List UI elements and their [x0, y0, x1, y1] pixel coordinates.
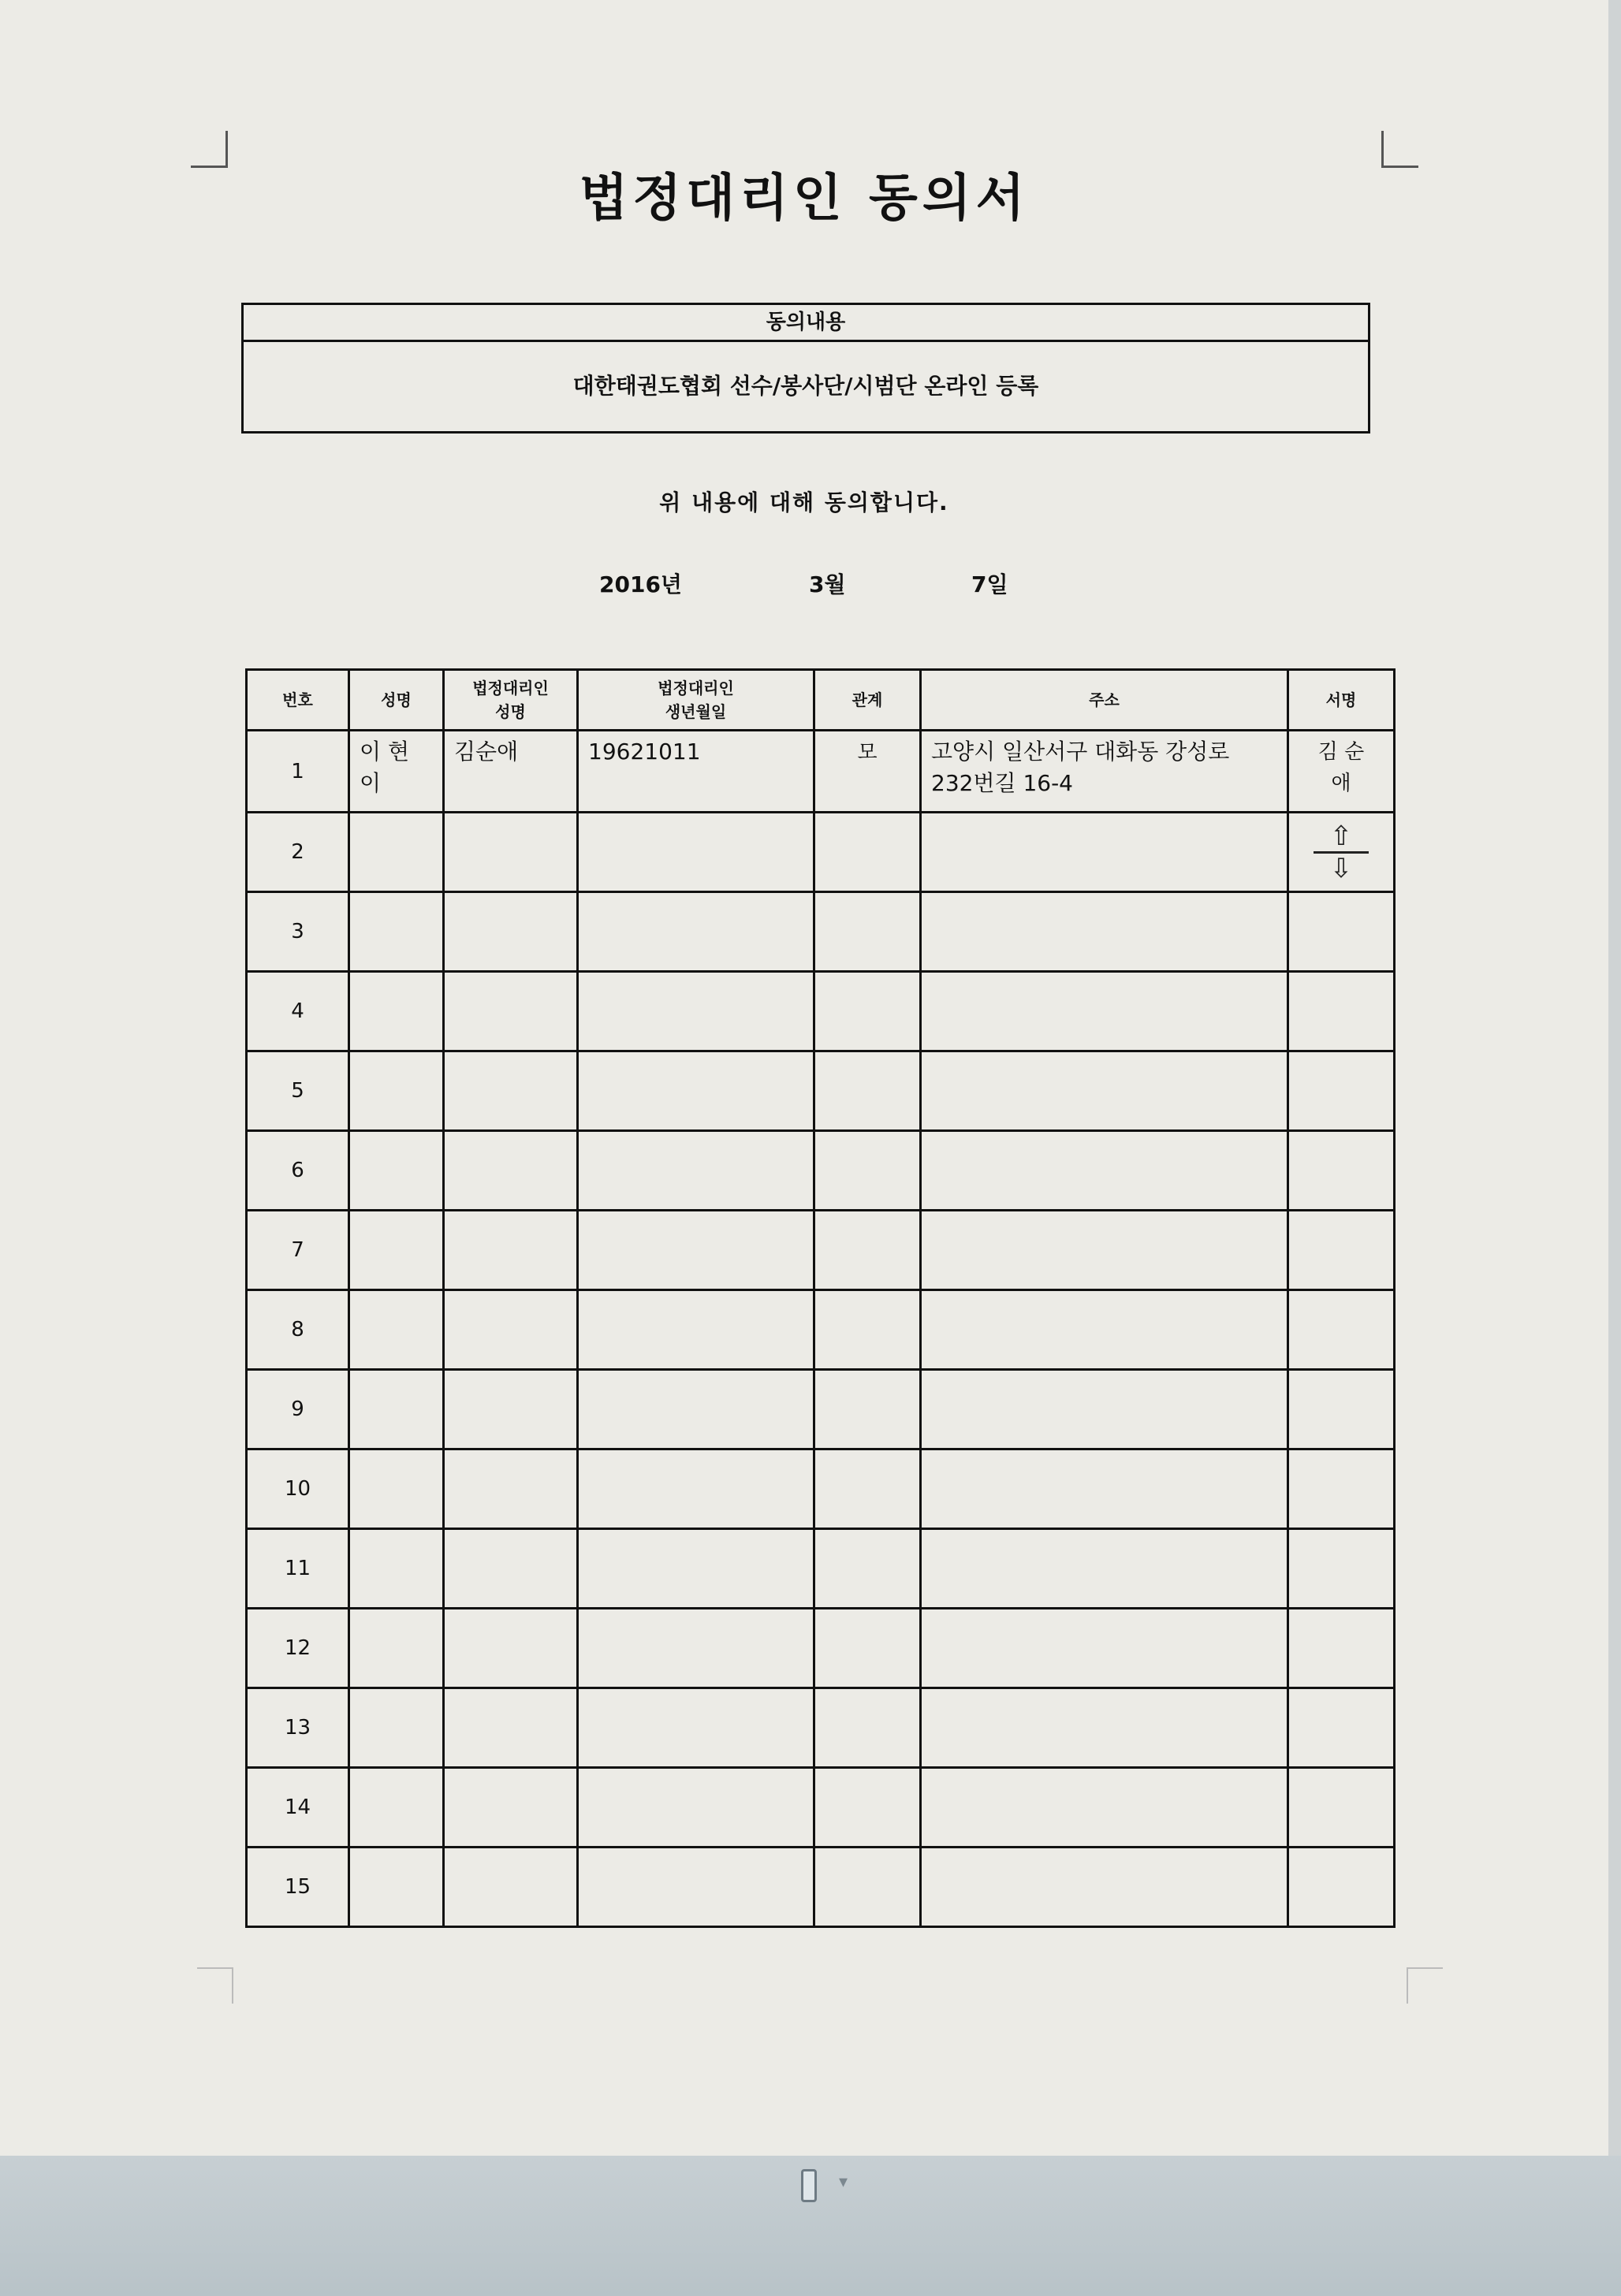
row-number[interactable]: 12: [247, 1609, 349, 1688]
row-guardian-name[interactable]: [444, 1768, 578, 1848]
row-guardian-birth[interactable]: 19621011: [578, 731, 814, 813]
row-signature[interactable]: [1288, 1211, 1395, 1290]
row-guardian-birth[interactable]: [578, 1768, 814, 1848]
row-signature[interactable]: [1288, 1051, 1395, 1131]
header-number[interactable]: 번호: [247, 670, 349, 731]
row-signature[interactable]: [1288, 1131, 1395, 1211]
date-day[interactable]: 7일: [971, 571, 1008, 597]
row-relation[interactable]: [814, 813, 921, 892]
row-name[interactable]: [349, 1688, 444, 1768]
guardian-roster-table[interactable]: [245, 668, 1396, 1928]
row-relation[interactable]: [814, 1768, 921, 1848]
row-guardian-name[interactable]: [444, 1370, 578, 1449]
table-row: [247, 1211, 1395, 1290]
row-number[interactable]: 1: [247, 731, 349, 813]
crop-mark-bottom-left: [197, 1967, 233, 2004]
row-guardian-birth[interactable]: [578, 1609, 814, 1688]
table-row: [247, 1848, 1395, 1927]
table-row: [247, 1131, 1395, 1211]
page-nav-arrow-icon[interactable]: ▾: [839, 2172, 848, 2192]
row-address[interactable]: [921, 892, 1288, 972]
header-signature[interactable]: 서명: [1288, 670, 1395, 731]
row-address[interactable]: [921, 972, 1288, 1051]
table-row: [247, 813, 1395, 892]
row-guardian-birth[interactable]: [578, 1290, 814, 1370]
row-guardian-name[interactable]: [444, 813, 578, 892]
row-address[interactable]: [921, 1051, 1288, 1131]
row-number[interactable]: 4: [247, 972, 349, 1051]
row-relation[interactable]: [814, 1609, 921, 1688]
header-address[interactable]: 주소: [921, 670, 1288, 731]
row-guardian-birth[interactable]: [578, 1449, 814, 1529]
row-address[interactable]: [921, 1449, 1288, 1529]
row-number[interactable]: 9: [247, 1370, 349, 1449]
row-relation[interactable]: [814, 1051, 921, 1131]
row-guardian-name[interactable]: [444, 972, 578, 1051]
row-guardian-name[interactable]: [444, 1848, 578, 1927]
row-signature[interactable]: [1288, 1370, 1395, 1449]
row-guardian-birth[interactable]: [578, 813, 814, 892]
table-row: [247, 1051, 1395, 1131]
header-relation[interactable]: 관계: [814, 670, 921, 731]
header-name[interactable]: 성명: [349, 670, 444, 731]
row-guardian-name[interactable]: [444, 1688, 578, 1768]
row-signature[interactable]: [1288, 1290, 1395, 1370]
row-guardian-name[interactable]: 김순애: [444, 731, 578, 813]
row-name[interactable]: [349, 1131, 444, 1211]
row-guardian-birth[interactable]: [578, 1370, 814, 1449]
row-relation[interactable]: [814, 972, 921, 1051]
row-guardian-birth[interactable]: [578, 1688, 814, 1768]
row-signature[interactable]: 김 순 애: [1288, 731, 1395, 813]
row-name[interactable]: 이 현 이: [349, 731, 444, 813]
table-header-row: [247, 670, 1395, 731]
row-signature[interactable]: [1288, 1848, 1395, 1927]
row-guardian-birth[interactable]: [578, 1131, 814, 1211]
row-relation[interactable]: [814, 1131, 921, 1211]
row-relation[interactable]: [814, 1370, 921, 1449]
table-row: [247, 1688, 1395, 1768]
row-signature[interactable]: [1288, 1529, 1395, 1609]
row-guardian-name[interactable]: [444, 1131, 578, 1211]
vertical-scroll-gutter[interactable]: [1608, 0, 1621, 2156]
row-relation[interactable]: [814, 892, 921, 972]
row-signature[interactable]: [1288, 1449, 1395, 1529]
row-guardian-name[interactable]: [444, 892, 578, 972]
row-name[interactable]: [349, 1609, 444, 1688]
row-relation[interactable]: [814, 1290, 921, 1370]
table-row: [247, 972, 1395, 1051]
crop-mark-bottom-right: [1407, 1967, 1443, 2004]
row-address[interactable]: [921, 1211, 1288, 1290]
document-title[interactable]: 법정대리인 동의서: [579, 169, 1030, 228]
row-guardian-name[interactable]: [444, 1211, 578, 1290]
table-row: [247, 1290, 1395, 1370]
consent-body[interactable]: 대한태권도협회 선수/봉사단/시범단 온라인 등록: [572, 373, 1039, 399]
date-month[interactable]: 3월: [809, 571, 846, 597]
row-resize-cursor-icon: ⇧ ⇩: [1314, 824, 1369, 880]
row-number[interactable]: 3: [247, 892, 349, 972]
agreement-text[interactable]: 위 내용에 대해 동의합니다.: [659, 489, 949, 515]
row-address[interactable]: [921, 1688, 1288, 1768]
table-row: [247, 892, 1395, 972]
table-row: [247, 1449, 1395, 1529]
row-relation[interactable]: 모: [814, 731, 921, 813]
row-signature[interactable]: [1288, 892, 1395, 972]
row-guardian-birth[interactable]: [578, 1529, 814, 1609]
row-address[interactable]: [921, 1848, 1288, 1927]
row-number[interactable]: 11: [247, 1529, 349, 1609]
row-number[interactable]: 2: [247, 813, 349, 892]
row-relation[interactable]: [814, 1529, 921, 1609]
row-signature[interactable]: [1288, 1688, 1395, 1768]
row-guardian-birth[interactable]: [578, 972, 814, 1051]
table-row: [247, 1370, 1395, 1449]
row-guardian-birth[interactable]: [578, 1211, 814, 1290]
row-name[interactable]: [349, 892, 444, 972]
row-name[interactable]: [349, 1529, 444, 1609]
row-signature[interactable]: [1288, 972, 1395, 1051]
row-number[interactable]: 5: [247, 1051, 349, 1131]
row-address[interactable]: [921, 1370, 1288, 1449]
row-address[interactable]: 고양시 일산서구 대화동 강성로 232번길 16-4: [921, 731, 1288, 813]
row-number[interactable]: 13: [247, 1688, 349, 1768]
row-guardian-name[interactable]: [444, 1290, 578, 1370]
row-relation[interactable]: [814, 1449, 921, 1529]
row-number[interactable]: 7: [247, 1211, 349, 1290]
row-address[interactable]: [921, 1609, 1288, 1688]
row-address[interactable]: [921, 1290, 1288, 1370]
scroll-handle-icon[interactable]: [801, 2169, 817, 2202]
row-guardian-name[interactable]: [444, 1051, 578, 1131]
header-guardian-birth[interactable]: 법정대리인 생년월일: [578, 670, 814, 731]
consent-header[interactable]: 동의내용: [244, 305, 1368, 342]
row-number[interactable]: 6: [247, 1131, 349, 1211]
row-address[interactable]: [921, 1768, 1288, 1848]
row-name[interactable]: [349, 1290, 444, 1370]
row-name[interactable]: [349, 1051, 444, 1131]
table-row: [247, 1768, 1395, 1848]
row-name[interactable]: [349, 813, 444, 892]
row-name[interactable]: [349, 1449, 444, 1529]
row-signature[interactable]: [1288, 1609, 1395, 1688]
row-address[interactable]: [921, 1529, 1288, 1609]
row-guardian-name[interactable]: [444, 1449, 578, 1529]
row-guardian-name[interactable]: [444, 1529, 578, 1609]
row-guardian-birth[interactable]: [578, 1051, 814, 1131]
row-relation[interactable]: [814, 1848, 921, 1927]
row-number[interactable]: 14: [247, 1768, 349, 1848]
row-name[interactable]: [349, 972, 444, 1051]
row-number[interactable]: 8: [247, 1290, 349, 1370]
row-signature[interactable]: [1288, 1768, 1395, 1848]
table-row: [247, 1529, 1395, 1609]
row-name[interactable]: [349, 1848, 444, 1927]
row-name[interactable]: [349, 1370, 444, 1449]
row-number[interactable]: 10: [247, 1449, 349, 1529]
row-address[interactable]: [921, 1131, 1288, 1211]
row-signature[interactable]: [1288, 813, 1395, 892]
row-guardian-birth[interactable]: [578, 892, 814, 972]
table-row: [247, 1609, 1395, 1688]
row-relation[interactable]: [814, 1211, 921, 1290]
table-row: [247, 731, 1395, 813]
row-name[interactable]: [349, 1211, 444, 1290]
header-guardian-name[interactable]: 법정대리인 성명: [444, 670, 578, 731]
row-number[interactable]: 15: [247, 1848, 349, 1927]
row-guardian-birth[interactable]: [578, 1848, 814, 1927]
row-guardian-name[interactable]: [444, 1609, 578, 1688]
date-year[interactable]: 2016년: [599, 571, 682, 597]
row-name[interactable]: [349, 1768, 444, 1848]
row-relation[interactable]: [814, 1688, 921, 1768]
consent-content-box[interactable]: [241, 303, 1370, 434]
row-address[interactable]: [921, 813, 1288, 892]
